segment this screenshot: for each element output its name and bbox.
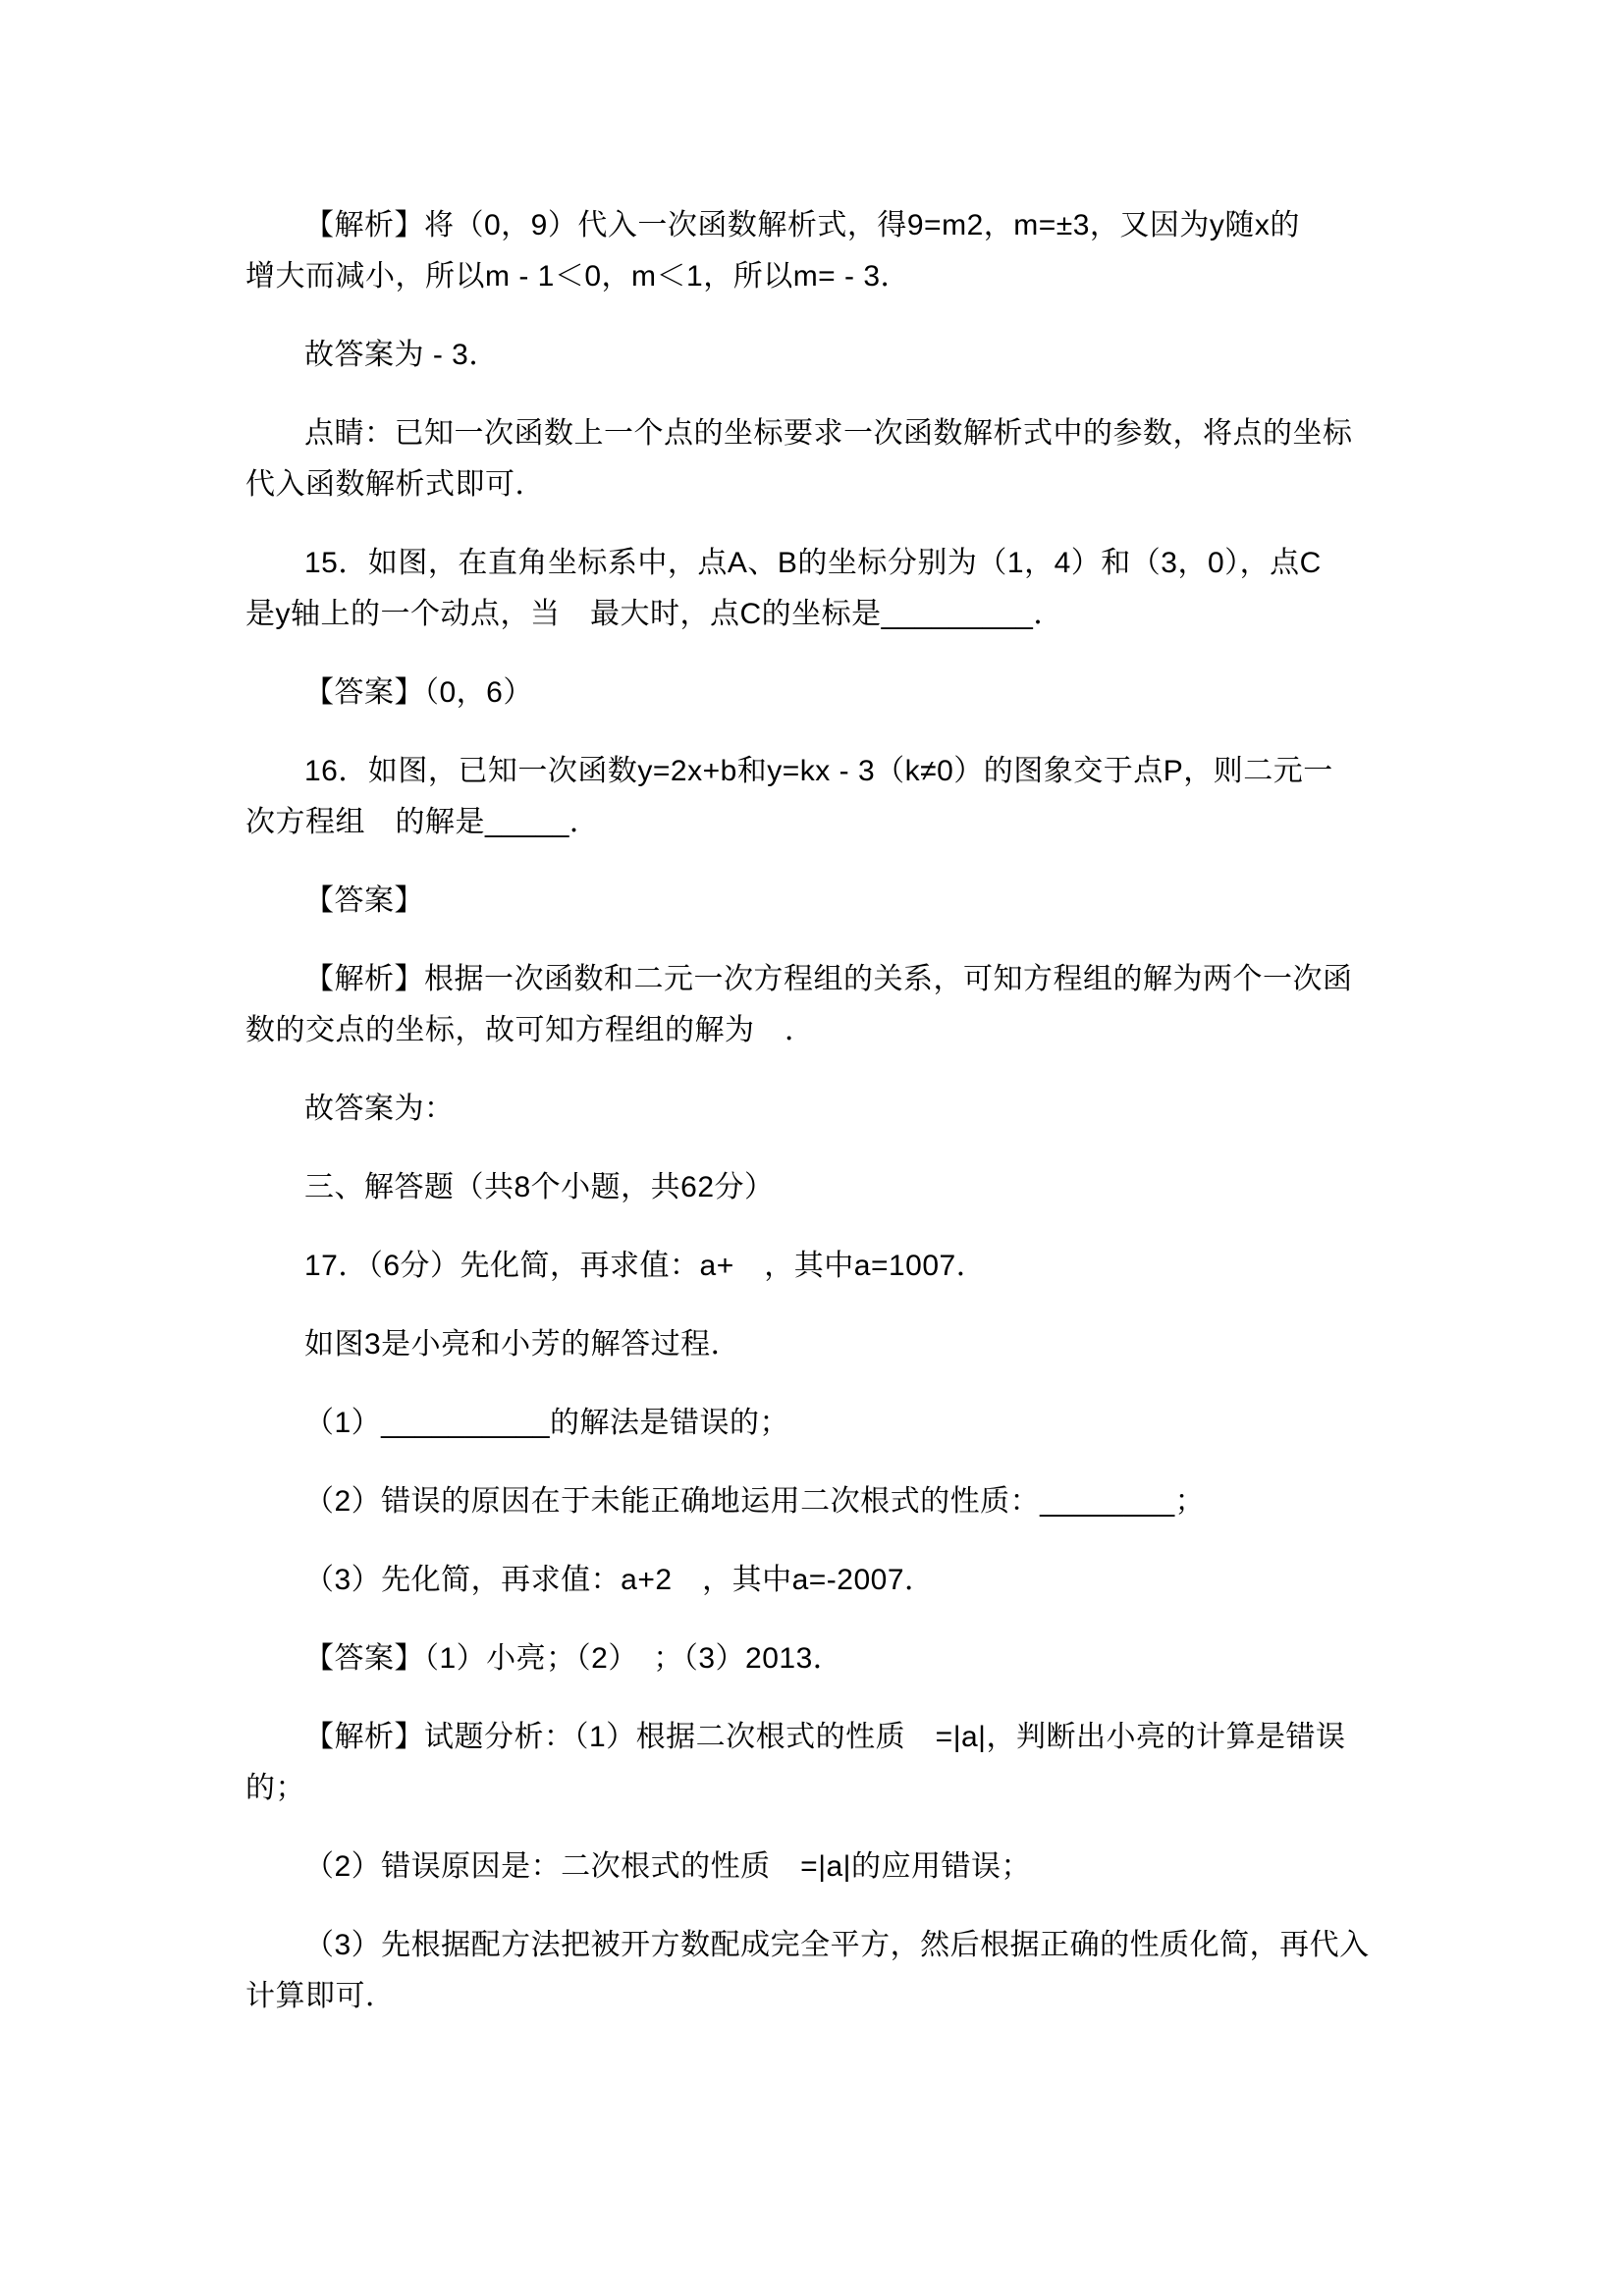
paragraph-line: 点睛：已知一次函数上一个点的坐标要求一次函数解析式中的参数，将点的坐标 [304,417,1353,450]
paragraph-line: 数的交点的坐标，故可知方程组的解为 ． [245,1014,815,1046]
question-16 [245,746,1384,848]
paragraph-line: 17．（6分）先化简，再求值：a+ ，其中a=1007． [304,1250,987,1282]
paragraph-line: 次方程组 的解是_____． [245,806,600,838]
paragraph-line: 【解析】根据一次函数和二元一次方程组的关系，可知方程组的解为两个一次函 [304,963,1353,995]
paragraph-line: 【答案】（1）小亮；（2） ；（3）2013． [304,1642,843,1675]
question-17-part-2 [245,1476,1384,1527]
analysis-17-part-3 [245,1920,1384,2022]
answer-16 [245,876,1384,927]
paragraph-line: 16．如图，已知一次函数y=2x+b和y=kx - 3（k≠0）的图象交于点P，则二元一 [304,755,1333,787]
paragraph-line: 如图3是小亮和小芳的解答过程． [304,1328,741,1361]
paragraph-line: 代入函数解析式即可． [245,468,545,501]
question-15 [245,538,1384,640]
paragraph-line: 故答案为： [304,1093,455,1125]
paragraph-line: （2）错误的原因在于未能正确地运用二次根式的性质：________； [304,1485,1206,1518]
question-17 [245,1241,1384,1292]
answer-note-16 [245,1084,1384,1135]
paragraph-line: （1）__________的解法是错误的； [304,1407,790,1439]
paragraph-line: 【答案】（0，6） [304,676,533,709]
tip-note-14 [245,408,1384,510]
answer-note-14 [245,330,1384,381]
paragraph-line: 是y轴上的一个动点，当 最大时，点C的坐标是_________． [245,598,1063,630]
analysis-17-part-2 [245,1842,1384,1893]
paragraph-line: （3）先化简，再求值：a+2 ，其中a=-2007． [304,1564,935,1596]
paragraph-line: 【答案】 [304,884,424,917]
figure-note-17 [245,1319,1384,1370]
paragraph-line: 15．如图，在直角坐标系中，点A、B的坐标分别为（1，4）和（3，0），点C [304,547,1322,579]
section-heading-text: 三、解答题（共8个小题，共62分） [304,1171,775,1203]
analysis-16 [245,954,1384,1056]
analysis-question-14 [245,200,1384,302]
section-3-heading [245,1162,1384,1213]
analysis-17-part-1 [245,1712,1384,1814]
paragraph-line: 计算即可． [245,1980,396,2012]
answer-17 [245,1633,1384,1684]
answer-15 [245,667,1384,719]
paragraph-line: （2）错误原因是：二次根式的性质 =|a|的应用错误； [304,1850,1031,1883]
paragraph-line: （3）先根据配方法把被开方数配成完全平方，然后根据正确的性质化简，再代入 [304,1929,1370,1961]
paragraph-line: 增大而减小，所以m - 1＜0，m＜1，所以m= - 3． [245,260,911,293]
paragraph-line: 的； [245,1772,305,1804]
paragraph-line: 故答案为 - 3． [304,339,499,371]
paragraph-line: 【解析】将（0，9）代入一次函数解析式，得9=m2，m=±3，又因为y随x的 [304,209,1300,241]
question-17-part-1 [245,1398,1384,1449]
paragraph-line: 【解析】试题分析：（1）根据二次根式的性质 =|a|，判断出小亮的计算是错误 [304,1721,1346,1753]
question-17-part-3 [245,1555,1384,1606]
